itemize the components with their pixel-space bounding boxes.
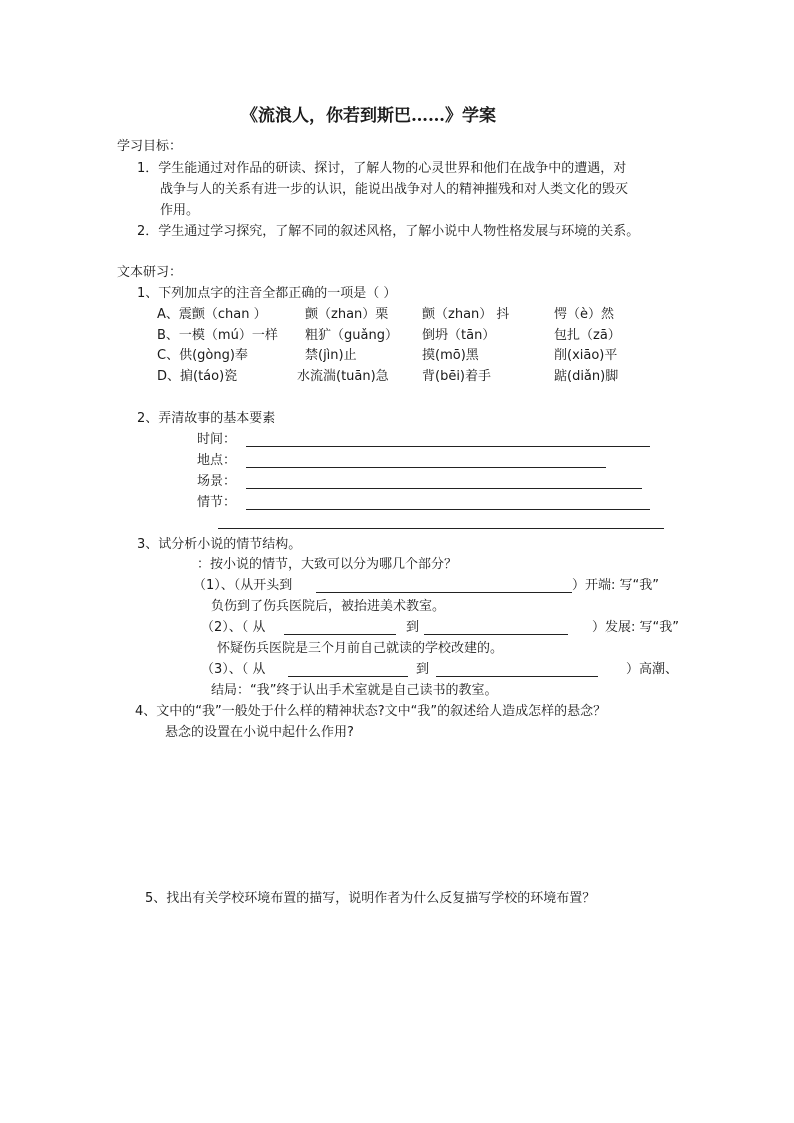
q3-part1-c: 负伤到了伤兵医院后，被抬进美术教室。 [211,599,446,614]
q2-label-time: 时间： [197,432,237,447]
q1-option-d-3: 背(bēi)着手 [422,369,492,384]
q1-option-b-2: 粗犷（guǎng） [305,328,398,343]
q1-option-c-4: 削(xiāo)平 [554,348,618,363]
q2-blank-plot-1[interactable] [246,509,650,510]
q3-part2-blank-1[interactable] [284,634,396,635]
q1-option-c-3: 摸(mō)黑 [422,348,479,363]
q3-intro: ：按小说的情节，大致可以分为哪几个部分？ [197,557,458,572]
q3-part1-blank[interactable] [316,592,572,593]
q3-stem: 3、试分析小说的情节结构。 [137,537,302,552]
q1-option-c-2: 禁(jìn)止 [305,348,357,363]
q3-part2-a: （2）、（ 从 [201,620,266,635]
goal-1-line-3: 作用。 [160,203,200,218]
q2-blank-plot-2[interactable] [218,528,664,529]
goal-1-line-2: 战争与人的关系有进一步的认识，能说出战争对人的精神摧残和对人类文化的毁灭 [160,182,629,197]
q4-line-2: 悬念的设置在小说中起什么作用? [165,725,354,740]
q3-part3-blank-2[interactable] [436,676,598,677]
goal-1-line-1: 1．学生能通过对作品的研读、探讨，了解人物的心灵世界和他们在战争中的遭遇，对 [137,161,627,176]
q2-blank-scene[interactable] [246,488,642,489]
q1-option-b-3: 倒坍（tān） [422,328,496,343]
q1-option-b: B、一模（mú）一样 [157,328,278,343]
q1-option-a-3: 颤（zhan） 抖 [422,307,510,322]
goal-2: 2．学生通过学习探究，了解不同的叙述风格，了解小说中人物性格发展与环境的关系。 [137,224,640,239]
q2-label-place: 地点： [197,453,237,468]
q1-option-a-4: 愕（è）然 [554,307,614,322]
q1-option-c: C、供(gòng)奉 [157,348,248,363]
q3-part2-c: ）发展: 写“我” [592,620,679,635]
q5: 5、找出有关学校环境布置的描写，说明作者为什么反复描写学校的环境布置？ [145,891,596,906]
q3-part3-a: （3）、（ 从 [201,662,266,677]
q2-blank-place[interactable] [246,467,606,468]
q1-option-d-2: 水流湍(tuān)急 [297,369,389,384]
q1-option-d-4: 踮(diǎn)脚 [554,369,619,384]
q3-part2-b: 到 [406,620,420,635]
q1-option-a-2: 颤（zhan）栗 [305,307,389,322]
q1-option-a: A、震颤（chan ） [157,307,267,322]
q3-part2-blank-2[interactable] [424,634,568,635]
q1-stem: 1、下列加点字的注音全都正确的一项是（ ） [137,286,397,301]
q3-part3-b: 到 [416,662,430,677]
q1-option-b-4: 包扎（zā） [554,328,621,343]
q2-label-scene: 场景： [197,474,237,489]
q3-part2-d: 怀疑伤兵医院是三个月前自己就读的学校改建的。 [217,641,504,656]
q1-option-d: D、掮(táo)瓷 [157,369,238,384]
q2-label-plot: 情节： [197,495,237,510]
q4-line-1: 4、文中的“我”一般处于什么样的精神状态?文中“我”的叙述给人造成怎样的悬念？ [135,704,607,719]
q3-part1-a: （1）、（从开头到 [193,578,293,593]
q3-part3-blank-1[interactable] [288,676,408,677]
q3-part3-d: 结局：“我”终于认出手术室就是自己读书的教室。 [211,683,498,698]
q3-part1-b: ）开端: 写“我” [572,578,659,593]
q2-stem: 2、弄清故事的基本要素 [137,411,276,426]
q3-part3-c: ）高潮、 [626,662,679,677]
study-heading: 文本研习： [117,265,183,280]
page-title: 《流浪人，你若到斯巴……》学案 [241,106,496,126]
goals-heading: 学习目标： [117,139,183,154]
q2-blank-time[interactable] [246,446,650,447]
